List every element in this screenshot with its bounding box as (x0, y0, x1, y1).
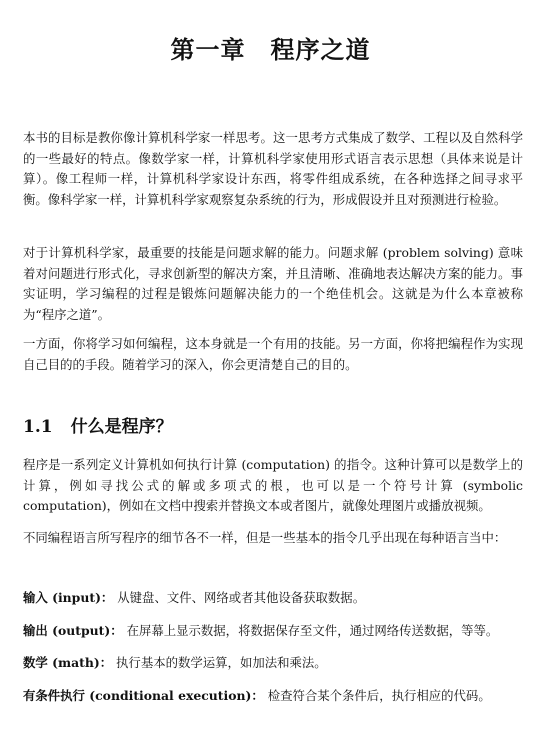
term-label: 数学 (math)： (23, 655, 113, 670)
term-description: 执行基本的数学运算，如加法和乘法。 (116, 655, 327, 670)
section-paragraph-1: 程序是一系列定义计算机如何执行计算 (computation) 的指令。这种计算可以是数学上的计算，例如寻找公式的解或多项式的根，也可以是一个符号计算 (symbolic computation)，例如在文档中搜索并替换文本或者图片，就像处理图片或播放视频。 (23, 457, 523, 513)
term-label: 输入 (input)： (23, 590, 114, 605)
intro-paragraph-3: 一方面，你将学习如何编程，这本身就是一个有用的技能。另一方面，你将把编程作为实现自己目的的手段。随着学习的深入，你会更清楚自己的目的。 (23, 336, 523, 372)
section-number: 1.1 (23, 417, 53, 437)
term-label: 输出 (output)： (23, 623, 123, 638)
term-description: 检查符合某个条件后，执行相应的代码。 (267, 688, 491, 703)
term-item-conditional (23, 686, 528, 706)
section-paragraph-2: 不同编程语言所写程序的细节各不一样，但是一些基本的指令几乎出现在每种语言当中： (23, 530, 507, 545)
term-item-input (23, 588, 528, 608)
intro-paragraph-2: 对于计算机科学家，最重要的技能是问题求解的能力。问题求解 (problem solving) 意味着对问题进行形式化，寻求创新型的解决方案，并且清晰、准确地表达解决方案的能力。事实证明，学习编程的过程是锻炼问题解决能力的一个绝佳机会。这就是为什么本章被称为“程序之道”。 (23, 245, 523, 322)
intro-paragraph-1: 本书的目标是教你像计算机科学家一样思考。这一思考方式集成了数学、工程以及自然科学的一些最好的特点。像数学家一样，计算机科学家使用形式语言表示思想（具体来说是计算）。像工程师一样，计算机科学家设计东西，将零件组成系统，在各种选择之间寻求平衡。像科学家一样，计算机科学家观察复杂系统的行为，形成假设并且对预测进行检验。 (23, 130, 523, 207)
term-item-output (23, 621, 528, 641)
term-description: 在屏幕上显示数据，将数据保存至文件，通过网络传送数据，等等。 (126, 623, 499, 638)
term-label: 有条件执行 (conditional execution)： (23, 688, 264, 703)
section-heading (23, 412, 173, 437)
term-item-math (23, 653, 528, 673)
chapter-title: 第一章 程序之道 (170, 35, 371, 64)
term-description: 从键盘、文件、网络或者其他设备获取数据。 (117, 590, 366, 605)
section-title-text: 什么是程序？ (70, 417, 173, 437)
